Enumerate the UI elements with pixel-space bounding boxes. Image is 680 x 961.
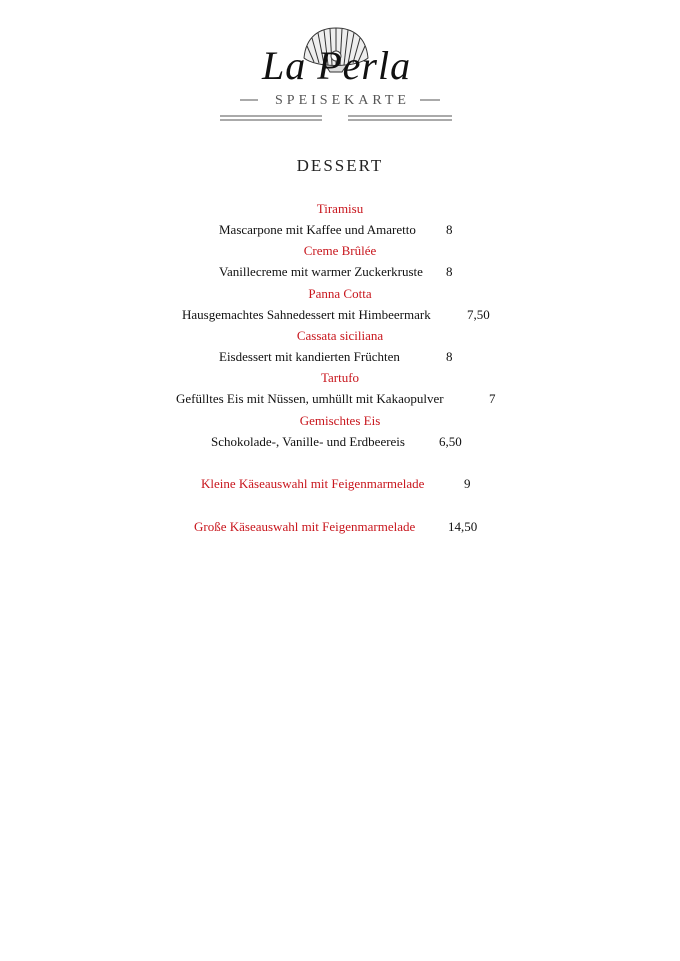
menu-item-price: 9 (464, 476, 471, 491)
menu-item-description: Hausgemachtes Sahnedessert mit Himbeermark (182, 307, 431, 322)
menu-item-description: Eisdessert mit kandierten Früchten (219, 349, 400, 364)
menu-item-price: 8 (446, 264, 453, 279)
menu-item-title: Gemischtes Eis (299, 413, 381, 428)
menu-item (0, 262, 680, 282)
menu-item-price: 7,50 (467, 307, 490, 322)
logo-name: La Perla (262, 43, 412, 88)
menu-item-title: Große Käseauswahl mit Feigenmarmelade (194, 519, 416, 534)
section-title: DESSERT (296, 156, 384, 175)
menu-item-description: Vanillecreme mit warmer Zuckerkruste (219, 264, 423, 279)
menu-item-title: Kleine Käseauswahl mit Feigenmarmelade (201, 476, 425, 491)
menu-item-description: Mascarpone mit Kaffee und Amaretto (219, 222, 416, 237)
logo-subtitle: SPEISEKARTE (275, 93, 410, 108)
menu-item-title: Tartufo (320, 370, 360, 385)
menu-item-price: 14,50 (448, 519, 478, 534)
menu-item (0, 389, 680, 409)
menu-item (0, 220, 680, 240)
menu-item-price: 6,50 (439, 434, 462, 449)
logo (0, 0, 680, 130)
menu-item-description: Gefülltes Eis mit Nüssen, umhüllt mit Kakaopulver (176, 391, 444, 406)
menu-item (0, 347, 680, 367)
menu-item-title: Panna Cotta (308, 286, 372, 301)
menu-item-description: Schokolade-, Vanille- und Erdbeereis (211, 434, 405, 449)
menu-item-title: Creme Brûlée (303, 243, 377, 258)
menu-item-price: 8 (446, 222, 453, 237)
menu-item (0, 305, 680, 325)
menu-item-price: 8 (446, 349, 453, 364)
menu-item (0, 517, 680, 537)
menu-item-title: Cassata siciliana (296, 328, 384, 343)
menu-item-price: 7 (489, 391, 496, 406)
menu-item (0, 432, 680, 452)
menu-item (0, 474, 680, 494)
menu-item-title: Tiramisu (316, 201, 364, 216)
